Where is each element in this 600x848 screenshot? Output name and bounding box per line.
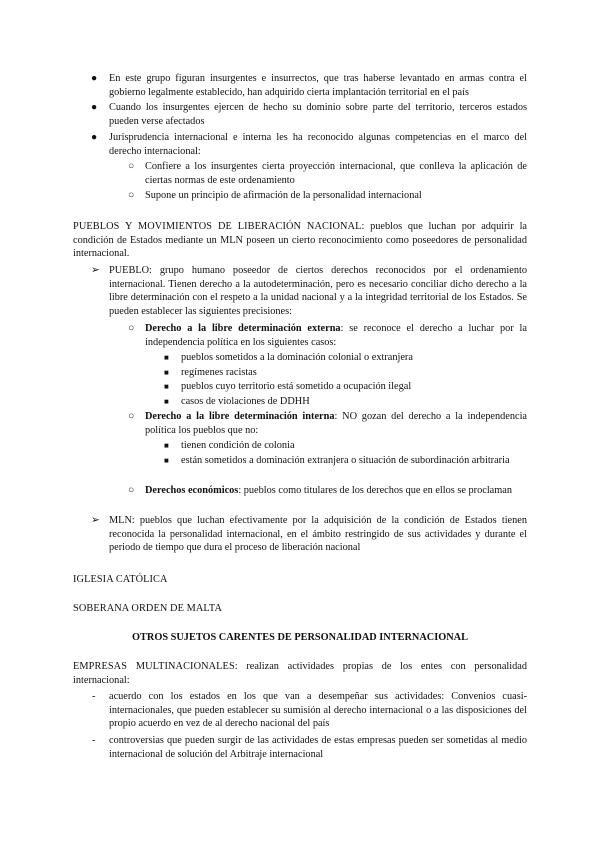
- pueblos-text: : pueblos que luchan por adquirir la condición de Estados mediante un MLN poseen un cierto reconocimiento como poseedores de personalidad internacional.: [73, 221, 527, 260]
- arrow-bullet-icon: ➢: [91, 265, 100, 276]
- dash-bullet-icon: -: [92, 691, 96, 702]
- externa-paragraph: [145, 322, 527, 349]
- bullet-circle-icon: ○: [128, 411, 135, 422]
- pueblos-paragraph: [73, 220, 527, 261]
- bullet-circle-icon: ○: [128, 190, 135, 201]
- bullet-circle-icon: ○: [128, 161, 135, 172]
- empresas-item-controversias: controversias que pueden surgir de las actividades de estas empresas pueden ser sometidas al medio internacional de solución del Arbitraje internacional: [109, 735, 527, 760]
- bullet-dot-icon: ●: [91, 132, 98, 143]
- empresas-text: : realizan actividades propias de los entes con personalidad internacional:: [73, 661, 527, 686]
- empresas-heading: EMPRESAS MULTINACIONALES: [73, 661, 235, 672]
- bullet-square-icon: ■: [164, 382, 169, 391]
- bullet-square-icon: ■: [164, 368, 169, 377]
- sub-bullet-afirmacion: Supone un principio de afirmación de la personalidad internacional: [145, 190, 422, 201]
- externa-item: regímenes racistas: [181, 367, 257, 378]
- empresas-paragraph: [73, 660, 527, 687]
- bullet-insurgentes: En este grupo figuran insurgentes e insurrectos, que tras haberse levantado en armas contra el gobierno legalmente establecido, han adquirido cierta implantación territorial en el país: [109, 73, 527, 98]
- iglesia-heading: IGLESIA CATÓLICA: [73, 574, 168, 585]
- pueblos-heading: PUEBLOS Y MOVIMIENTOS DE LIBERACIÓN NACIONAL: [73, 221, 362, 232]
- pueblo-definition: PUEBLO: grupo humano poseedor de ciertos derechos reconocidos por el ordenamiento internacional. Tienen derecho a la autodeterminación, pero es necesario conciliar dicho derecho a la libre determinación con el respeto a la unidad nacional y a la integridad territorial de los Estados. Se pueden establecer las siguientes precisiones:: [109, 265, 527, 317]
- interna-item: tienen condición de colonia: [181, 440, 295, 451]
- economicos-label: Derechos económicos: [145, 485, 239, 496]
- otros-sujetos-title: OTROS SUJETOS CARENTES DE PERSONALIDAD INTERNACIONAL: [132, 632, 468, 643]
- interna-item: están sometidos a dominación extranjera o situación de subordinación arbitraria: [181, 455, 510, 466]
- bullet-square-icon: ■: [164, 397, 169, 406]
- interna-label: Derecho a la libre determinación interna: [145, 411, 335, 422]
- bullet-circle-icon: ○: [128, 323, 135, 334]
- economicos-text: : pueblos como titulares de los derechos que en ellos se proclaman: [238, 485, 512, 496]
- bullet-dot-icon: ●: [91, 73, 98, 84]
- dash-bullet-icon: -: [92, 735, 96, 746]
- interna-paragraph: [145, 410, 527, 437]
- externa-item: pueblos cuyo territorio está sometido a ocupación ilegal: [181, 381, 412, 392]
- externa-item: casos de violaciones de DDHH: [181, 396, 310, 407]
- arrow-bullet-icon: ➢: [91, 515, 100, 526]
- bullet-square-icon: ■: [164, 456, 169, 465]
- externa-item: pueblos sometidos a la dominación colonial o extranjera: [181, 352, 413, 363]
- mln-definition: MLN: pueblos que luchan efectivamente por la adquisición de la condición de Estados tienen reconocida la personalidad internacional, en el ámbito restringido de sus actividades y durante el periodo de tiempo que dura el proceso de liberación nacional: [109, 515, 527, 554]
- bullet-dot-icon: ●: [91, 102, 98, 113]
- sub-bullet-proyeccion: Confiere a los insurgentes cierta proyección internacional, que conlleva la aplicación de ciertas normas de este ordenamiento: [145, 161, 527, 186]
- malta-heading: SOBERANA ORDEN DE MALTA: [73, 603, 222, 614]
- bullet-dominio: Cuando los insurgentes ejercen de hecho su dominio sobre parte del territorio, terceros estados pueden verse afectados: [109, 102, 527, 127]
- economicos-paragraph: [145, 484, 527, 498]
- externa-text: : se reconoce el derecho a luchar por la independencia política en los siguientes casos:: [145, 323, 527, 348]
- bullet-square-icon: ■: [164, 353, 169, 362]
- bullet-square-icon: ■: [164, 441, 169, 450]
- bullet-circle-icon: ○: [128, 485, 135, 496]
- externa-label: Derecho a la libre determinación externa: [145, 323, 341, 334]
- interna-text: : NO gozan del derecho a la independencia política los pueblos que no:: [145, 411, 527, 436]
- empresas-item-acuerdo: acuerdo con los estados en los que van a desempeñar sus actividades: Convenios cuasi-internacionales, que pueden establecer su sumisión al derecho internacional o a las disposiciones del propio acuerdo en vez de al derecho nacional del país: [109, 691, 527, 730]
- bullet-jurisprudencia: Jurisprudencia internacional e interna les ha reconocido algunas competencias en el marco del derecho internacional:: [109, 132, 527, 157]
